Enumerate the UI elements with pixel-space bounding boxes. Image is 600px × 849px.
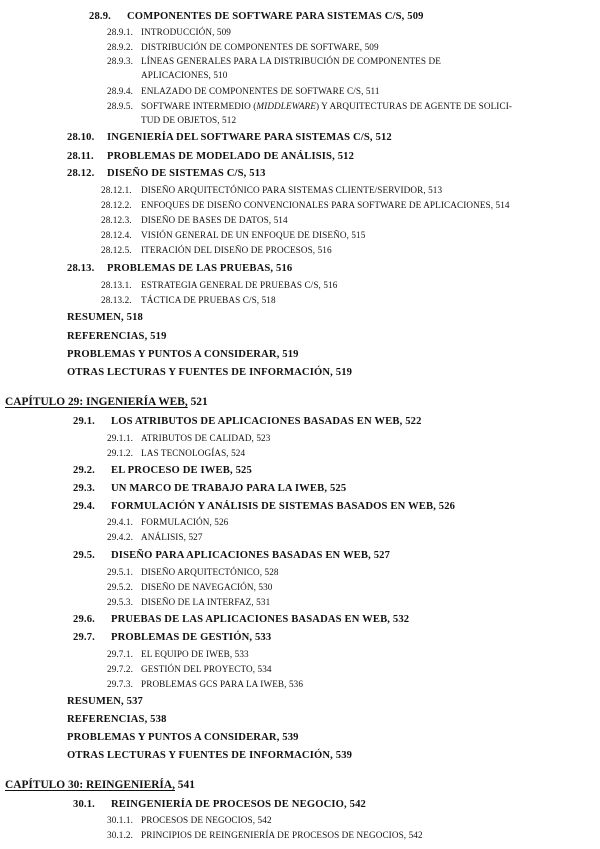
toc-subsection-29-7-3[interactable] xyxy=(107,680,303,689)
toc-subsection-28-12-4[interactable] xyxy=(101,231,365,240)
section-title: DISEÑO PARA APLICACIONES BASADAS EN WEB, 527 xyxy=(111,550,391,561)
subsection-number: 28.12.3. xyxy=(101,215,132,225)
section-title: EL PROCESO DE IWEB, 525 xyxy=(111,465,252,476)
toc-section-29-3[interactable] xyxy=(73,484,346,495)
section-title: COMPONENTES DE SOFTWARE PARA SISTEMAS C/S, 509 xyxy=(127,11,424,22)
section-title: PROBLEMAS DE LAS PRUEBAS, 516 xyxy=(107,263,293,274)
subsection-number: 29.4.1. xyxy=(107,517,133,527)
subsection-title: DISTRIBUCIÓN DE COMPONENTES DE SOFTWARE, 509 xyxy=(141,42,379,52)
toc-referencias-29[interactable] xyxy=(67,715,167,726)
entry-title: REFERENCIAS, 538 xyxy=(67,714,167,725)
section-number: 28.10. xyxy=(67,132,95,143)
subsection-title: ATRIBUTOS DE CALIDAD, 523 xyxy=(141,433,271,443)
subsection-title: DISEÑO ARQUITECTÓNICO, 528 xyxy=(141,567,279,577)
section-title: UN MARCO DE TRABAJO PARA LA IWEB, 525 xyxy=(111,483,347,494)
toc-subsection-29-7-1[interactable] xyxy=(107,650,249,659)
subsection-title: FORMULACIÓN, 526 xyxy=(141,517,229,527)
entry-title: RESUMEN, 518 xyxy=(67,312,143,323)
subsection-title-italic: MIDDLEWARE xyxy=(256,101,316,111)
subsection-title-continuation: APLICACIONES, 510 xyxy=(141,70,228,80)
subsection-title: LÍNEAS GENERALES PARA LA DISTRIBUCIÓN DE COMPONENTES DE xyxy=(141,56,441,66)
subsection-title: VISIÓN GENERAL DE UN ENFOQUE DE DISEÑO, 515 xyxy=(141,230,366,240)
toc-subsection-28-9-5-cont xyxy=(141,116,236,125)
toc-subsection-28-13-1[interactable] xyxy=(101,281,337,290)
subsection-title: EL EQUIPO DE IWEB, 533 xyxy=(141,649,249,659)
subsection-number: 28.13.1. xyxy=(101,280,132,290)
toc-subsection-28-12-1[interactable] xyxy=(101,186,442,195)
toc-chapter-30[interactable] xyxy=(5,780,195,791)
toc-section-29-2[interactable] xyxy=(73,466,252,477)
subsection-number: 29.5.2. xyxy=(107,582,133,592)
toc-subsection-28-9-5[interactable] xyxy=(107,102,512,111)
toc-section-28-10[interactable] xyxy=(67,133,392,144)
subsection-title: GESTIÓN DEL PROYECTO, 534 xyxy=(141,664,272,674)
subsection-title-continuation: TUD DE OBJETOS, 512 xyxy=(141,115,237,125)
toc-referencias-28[interactable] xyxy=(67,332,167,343)
toc-section-30-1[interactable] xyxy=(73,800,366,811)
subsection-title: DISEÑO DE LA INTERFAZ, 531 xyxy=(141,597,271,607)
subsection-number: 28.9.2. xyxy=(107,42,133,52)
section-number: 28.13. xyxy=(67,263,95,274)
subsection-number: 30.1.2. xyxy=(107,830,133,840)
entry-title: RESUMEN, 537 xyxy=(67,696,143,707)
subsection-number: 29.7.3. xyxy=(107,679,133,689)
subsection-title-post: ) Y ARQUITECTURAS DE AGENTE DE SOLICI- xyxy=(315,101,513,111)
section-number: 29.5. xyxy=(73,550,95,561)
subsection-title: TÁCTICA DE PRUEBAS C/S, 518 xyxy=(141,295,276,305)
toc-subsection-29-5-1[interactable] xyxy=(107,568,279,577)
subsection-title: INTRODUCCIÓN, 509 xyxy=(141,27,231,37)
toc-subsection-30-1-1[interactable] xyxy=(107,816,272,825)
section-number: 29.1. xyxy=(73,416,95,427)
toc-subsection-28-13-2[interactable] xyxy=(101,296,276,305)
toc-subsection-28-12-5[interactable] xyxy=(101,246,332,255)
subsection-title: DISEÑO ARQUITECTÓNICO PARA SISTEMAS CLIENTE/SERVIDOR, 513 xyxy=(141,185,443,195)
toc-section-28-11[interactable] xyxy=(67,152,354,163)
section-number: 28.9. xyxy=(89,11,111,22)
subsection-number: 28.9.5. xyxy=(107,101,133,111)
section-title: PROBLEMAS DE MODELADO DE ANÁLISIS, 512 xyxy=(107,151,355,162)
subsection-number: 29.1.1. xyxy=(107,433,133,443)
toc-subsection-29-1-1[interactable] xyxy=(107,434,270,443)
toc-problemas-29[interactable] xyxy=(67,733,299,744)
subsection-number: 28.9.1. xyxy=(107,27,133,37)
toc-otras-lecturas-29[interactable] xyxy=(67,751,352,762)
toc-section-29-4[interactable] xyxy=(73,502,455,513)
chapter-page: 541 xyxy=(177,779,195,791)
subsection-number: 29.5.1. xyxy=(107,567,133,577)
subsection-number: 29.4.2. xyxy=(107,532,133,542)
section-title: PROBLEMAS DE GESTIÓN, 533 xyxy=(111,632,272,643)
entry-title: PROBLEMAS Y PUNTOS A CONSIDERAR, 539 xyxy=(67,732,299,743)
toc-subsection-28-9-4[interactable] xyxy=(107,87,380,96)
section-number: 29.2. xyxy=(73,465,95,476)
subsection-title: DISEÑO DE NAVEGACIÓN, 530 xyxy=(141,582,273,592)
chapter-page: 521 xyxy=(190,396,208,408)
section-number: 28.12. xyxy=(67,168,95,179)
toc-subsection-28-12-3[interactable] xyxy=(101,216,288,225)
toc-subsection-29-7-2[interactable] xyxy=(107,665,272,674)
toc-subsection-28-9-3[interactable] xyxy=(107,57,441,66)
toc-subsection-28-9-1[interactable] xyxy=(107,28,231,37)
toc-resumen-28[interactable] xyxy=(67,313,143,324)
subsection-number: 29.5.3. xyxy=(107,597,133,607)
section-title: PRUEBAS DE LAS APLICACIONES BASADAS EN WEB, 532 xyxy=(111,614,410,625)
toc-resumen-29[interactable] xyxy=(67,697,143,708)
subsection-title: DISEÑO DE BASES DE DATOS, 514 xyxy=(141,215,288,225)
subsection-title: ITERACIÓN DEL DISEÑO DE PROCESOS, 516 xyxy=(141,245,332,255)
subsection-number: 28.12.1. xyxy=(101,185,132,195)
section-number: 30.1. xyxy=(73,799,95,810)
section-number: 29.6. xyxy=(73,614,95,625)
section-title: FORMULACIÓN Y ANÁLISIS DE SISTEMAS BASADOS EN WEB, 526 xyxy=(111,501,456,512)
toc-section-28-9[interactable] xyxy=(89,12,424,23)
subsection-title: LAS TECNOLOGÍAS, 524 xyxy=(141,448,246,458)
section-number: 29.4. xyxy=(73,501,95,512)
section-title: DISEÑO DE SISTEMAS C/S, 513 xyxy=(107,168,266,179)
subsection-number: 28.12.5. xyxy=(101,245,132,255)
toc-section-29-7[interactable] xyxy=(73,633,271,644)
subsection-number: 30.1.1. xyxy=(107,815,133,825)
toc-problemas-28[interactable] xyxy=(67,350,299,361)
subsection-title: ENLAZADO DE COMPONENTES DE SOFTWARE C/S, 511 xyxy=(141,86,380,96)
entry-title: REFERENCIAS, 519 xyxy=(67,331,167,342)
toc-section-28-12[interactable] xyxy=(67,169,266,180)
subsection-number: 29.1.2. xyxy=(107,448,133,458)
subsection-number: 28.9.3. xyxy=(107,56,133,66)
subsection-title-pre: SOFTWARE INTERMEDIO ( xyxy=(141,101,257,111)
entry-title: OTRAS LECTURAS Y FUENTES DE INFORMACIÓN, 539 xyxy=(67,750,353,761)
toc-subsection-29-4-1[interactable] xyxy=(107,518,228,527)
entry-title: OTRAS LECTURAS Y FUENTES DE INFORMACIÓN, 519 xyxy=(67,367,353,378)
subsection-number: 29.7.2. xyxy=(107,664,133,674)
section-number: 29.3. xyxy=(73,483,95,494)
chapter-title: CAPÍTULO 29: INGENIERÍA WEB, xyxy=(5,396,188,408)
subsection-number: 28.9.4. xyxy=(107,86,133,96)
toc-section-29-5[interactable] xyxy=(73,551,390,562)
toc-subsection-28-9-2[interactable] xyxy=(107,43,379,52)
chapter-title: CAPÍTULO 30: REINGENIERÍA, xyxy=(5,779,175,791)
subsection-title: ANÁLISIS, 527 xyxy=(141,532,203,542)
entry-title: PROBLEMAS Y PUNTOS A CONSIDERAR, 519 xyxy=(67,349,299,360)
subsection-title: ENFOQUES DE DISEÑO CONVENCIONALES PARA SOFTWARE DE APLICACIONES, 514 xyxy=(141,200,510,210)
toc-section-29-6[interactable] xyxy=(73,615,409,626)
toc-subsection-29-4-2[interactable] xyxy=(107,533,203,542)
toc-subsection-28-9-3-cont xyxy=(141,71,227,80)
toc-section-28-13[interactable] xyxy=(67,264,292,275)
subsection-title: PROCESOS DE NEGOCIOS, 542 xyxy=(141,815,272,825)
toc-subsection-29-1-2[interactable] xyxy=(107,449,245,458)
subsection-title: PROBLEMAS GCS PARA LA IWEB, 536 xyxy=(141,679,304,689)
toc-subsection-29-5-3[interactable] xyxy=(107,598,270,607)
subsection-title: ESTRATEGIA GENERAL DE PRUEBAS C/S, 516 xyxy=(141,280,338,290)
subsection-number: 28.12.4. xyxy=(101,230,132,240)
toc-subsection-29-5-2[interactable] xyxy=(107,583,272,592)
section-title: REINGENIERÍA DE PROCESOS DE NEGOCIO, 542 xyxy=(111,799,366,810)
section-number: 28.11. xyxy=(67,151,94,162)
section-title: INGENIERÍA DEL SOFTWARE PARA SISTEMAS C/S, 512 xyxy=(107,132,392,143)
toc-subsection-28-12-2[interactable] xyxy=(101,201,510,210)
subsection-number: 28.13.2. xyxy=(101,295,132,305)
subsection-number: 29.7.1. xyxy=(107,649,133,659)
subsection-number: 28.12.2. xyxy=(101,200,132,210)
subsection-title: PRINCIPIOS DE REINGENIERÍA DE PROCESOS DE NEGOCIOS, 542 xyxy=(141,830,423,840)
section-title: LOS ATRIBUTOS DE APLICACIONES BASADAS EN WEB, 522 xyxy=(111,416,422,427)
toc-subsection-30-1-2[interactable] xyxy=(107,831,423,840)
toc-otras-lecturas-28[interactable] xyxy=(67,368,352,379)
section-number: 29.7. xyxy=(73,632,95,643)
toc-chapter-29[interactable] xyxy=(5,397,208,408)
toc-section-29-1[interactable] xyxy=(73,417,422,428)
